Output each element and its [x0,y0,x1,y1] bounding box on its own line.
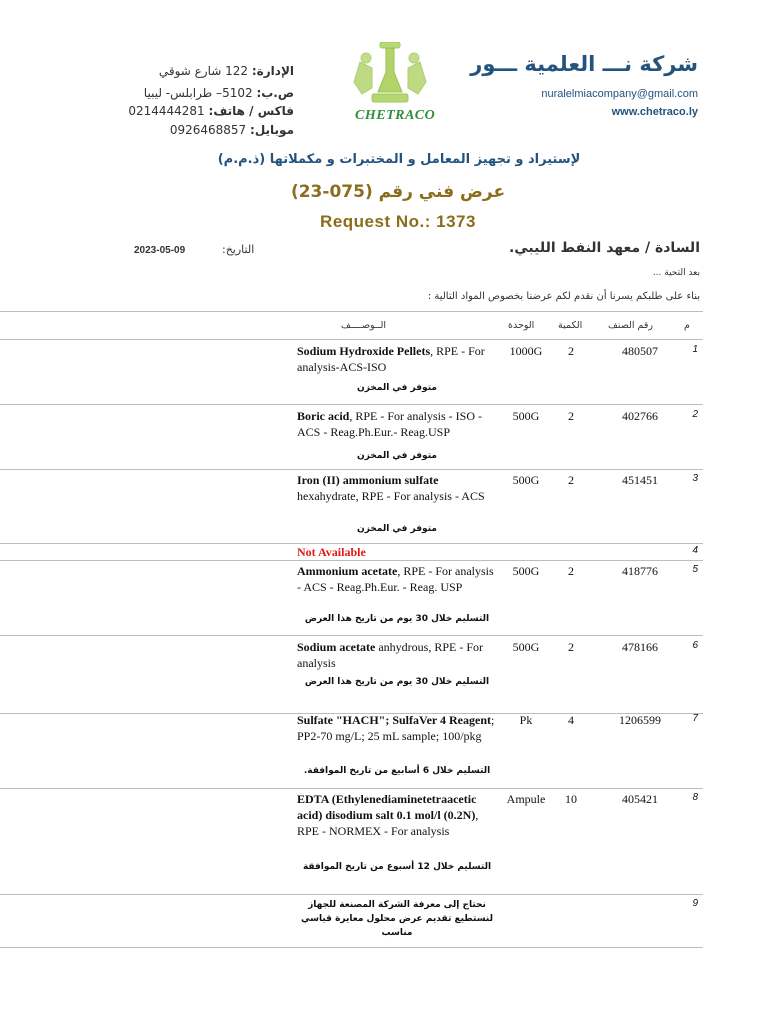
row-qty: 2 [568,344,574,358]
row-code: 402766 [622,409,658,423]
row-item-name: Sodium acetate [297,640,376,654]
row-item-spec: , RPE - NORMEX - For analysis [297,808,479,838]
row-description [297,563,497,595]
row-num: 4 [692,545,698,556]
row-num: 2 [692,409,698,420]
header-qty: الكمية [558,320,583,331]
row-divider [0,894,703,895]
address-fax-value: 0214444281 [128,104,205,118]
row-num: 9 [692,898,698,909]
row-qty: 2 [568,564,574,578]
row-item-name: Ammonium acetate [297,564,398,578]
table-top-border [0,311,703,312]
addressee: السادة / معهد النفط الليبي. [508,240,700,256]
row-unit: Pk [519,713,533,727]
row-divider [0,404,703,405]
row-num: 8 [692,792,698,803]
row-num: 1 [692,344,698,355]
row-note: متوفر في المخزن [357,383,437,393]
row-description [297,343,497,375]
row-item-spec: anhydrous, RPE - For analysis [297,640,483,670]
header-unit: الوحدة [508,320,535,331]
row-description [297,472,497,504]
row-item-name: Boric acid [297,409,350,423]
address-mobile-label: موبايل: [250,123,294,137]
row-num: 3 [692,473,698,484]
intro-text: بناء على طلبكم يسرنا أن نقدم لكم عرضنا بخصوص المواد التالية : [427,291,700,302]
row-divider [0,788,703,789]
row-qty: 2 [568,409,574,423]
row-item-name: Sodium Hydroxide Pellets [297,344,431,358]
row-divider [0,469,703,470]
row-unit: 500G [512,409,540,423]
row-item-spec: , RPE - For analysis-ACS-ISO [297,344,485,374]
row-note: التسليم خلال 6 أسابيع من تاريخ الموافقة. [303,766,491,776]
row-code: 480507 [622,344,658,358]
row-code: 478166 [622,640,658,654]
row-unit: 500G [512,640,540,654]
row-code: 451451 [622,473,658,487]
address-mobile [170,123,294,137]
row-code: 1206599 [619,713,661,727]
greeting: بعد التحية ... [652,268,700,278]
row-item-spec: , RPE - For analysis - ISO - ACS - Reag.Ph.Eur.- Reag.USP [297,409,482,439]
row-item-spec: , RPE - For analysis - ACS - Reag.Ph.Eur. - Reag. USP [297,564,494,594]
row-note: نحتاج إلى معرفة الشركة المصنعة للجهاز لنستطيع تقديم عرض محلول معايرة قياسي مناسب [301,900,493,938]
company-email[interactable]: nuralelmiacompany@gmail.com [541,88,698,100]
address-admin [159,64,294,78]
row-note: متوفر في المخزن [357,451,437,461]
row-item-spec: ; PP2-70 mg/L; 25 mL sample; 100/pkg [297,713,495,743]
address-pobox [144,86,294,100]
row-code: 405421 [622,792,658,806]
row-qty: 2 [568,473,574,487]
row-description [297,791,497,839]
row-num: 6 [692,640,698,651]
row-item-name: Sulfate "HACH"; SulfaVer 4 Reagent [297,713,491,727]
header-desc: الــوصــــف [341,320,387,331]
logo-text: CHETRACO [355,108,436,123]
row-note: التسليم خلال 30 يوم من تاريخ هذا العرض [304,614,490,624]
row-qty: 2 [568,640,574,654]
request-number: Request No.: 1373 [320,212,476,231]
row-unit: 500G [512,564,540,578]
row-description [297,712,497,744]
row-qty: 4 [568,713,574,727]
table-header-border [0,339,703,340]
address-fax-label: فاكس / هاتف: [208,104,294,118]
row-description [297,639,497,671]
row-divider [0,560,703,561]
date-label: التاريخ: [222,243,255,256]
address-fax [128,104,294,118]
row-qty: 10 [565,792,577,806]
header-num: م [684,320,690,331]
row-divider [0,635,703,636]
row-note: التسليم خلال 30 يوم من تاريخ هذا العرض [304,677,490,687]
row-unit: 500G [512,473,540,487]
address-pobox-label: ص.ب: [256,86,294,100]
row-status: Not Available [297,545,366,559]
address-admin-label: الإدارة: [251,64,294,78]
address-mobile-value: 0926468857 [169,123,247,137]
row-description [297,408,497,440]
company-name: شركة نـــ العلمية ـــور [470,52,698,76]
table-bottom-border [0,947,703,948]
row-unit: 1000G [509,344,543,358]
company-website[interactable]: www.chetraco.ly [611,106,698,118]
header-code: رقم الصنف [608,320,653,331]
row-unit: Ampule [506,792,546,806]
date-value: 2023-05-09 [134,245,186,256]
row-note: متوفر في المخزن [357,524,437,534]
row-note: التسليم خلال 12 أسبوع من تاريخ الموافقة [302,862,492,872]
row-item-spec: hexahydrate, RPE - For analysis - ACS [297,489,485,503]
address-pobox-value: 5102– طرابلس- ليبيا [143,86,253,100]
row-num: 7 [692,713,698,724]
row-item-name: Iron (II) ammonium sulfate [297,473,439,487]
address-admin-value: 122 شارع شوقي [158,64,249,78]
company-tagline: لإستيراد و تجهيز المعامل و المختبرات و مكملاتها (ذ.م.م) [217,152,581,167]
row-num: 5 [692,564,698,575]
offer-title: عرض فني رقم (075-23) [290,182,506,202]
row-item-name: EDTA (Ethylenediaminetetraacetic acid) disodium salt 0.1 mol/l (0.2N) [297,792,477,822]
row-code: 418776 [622,564,658,578]
row-description [297,544,497,560]
